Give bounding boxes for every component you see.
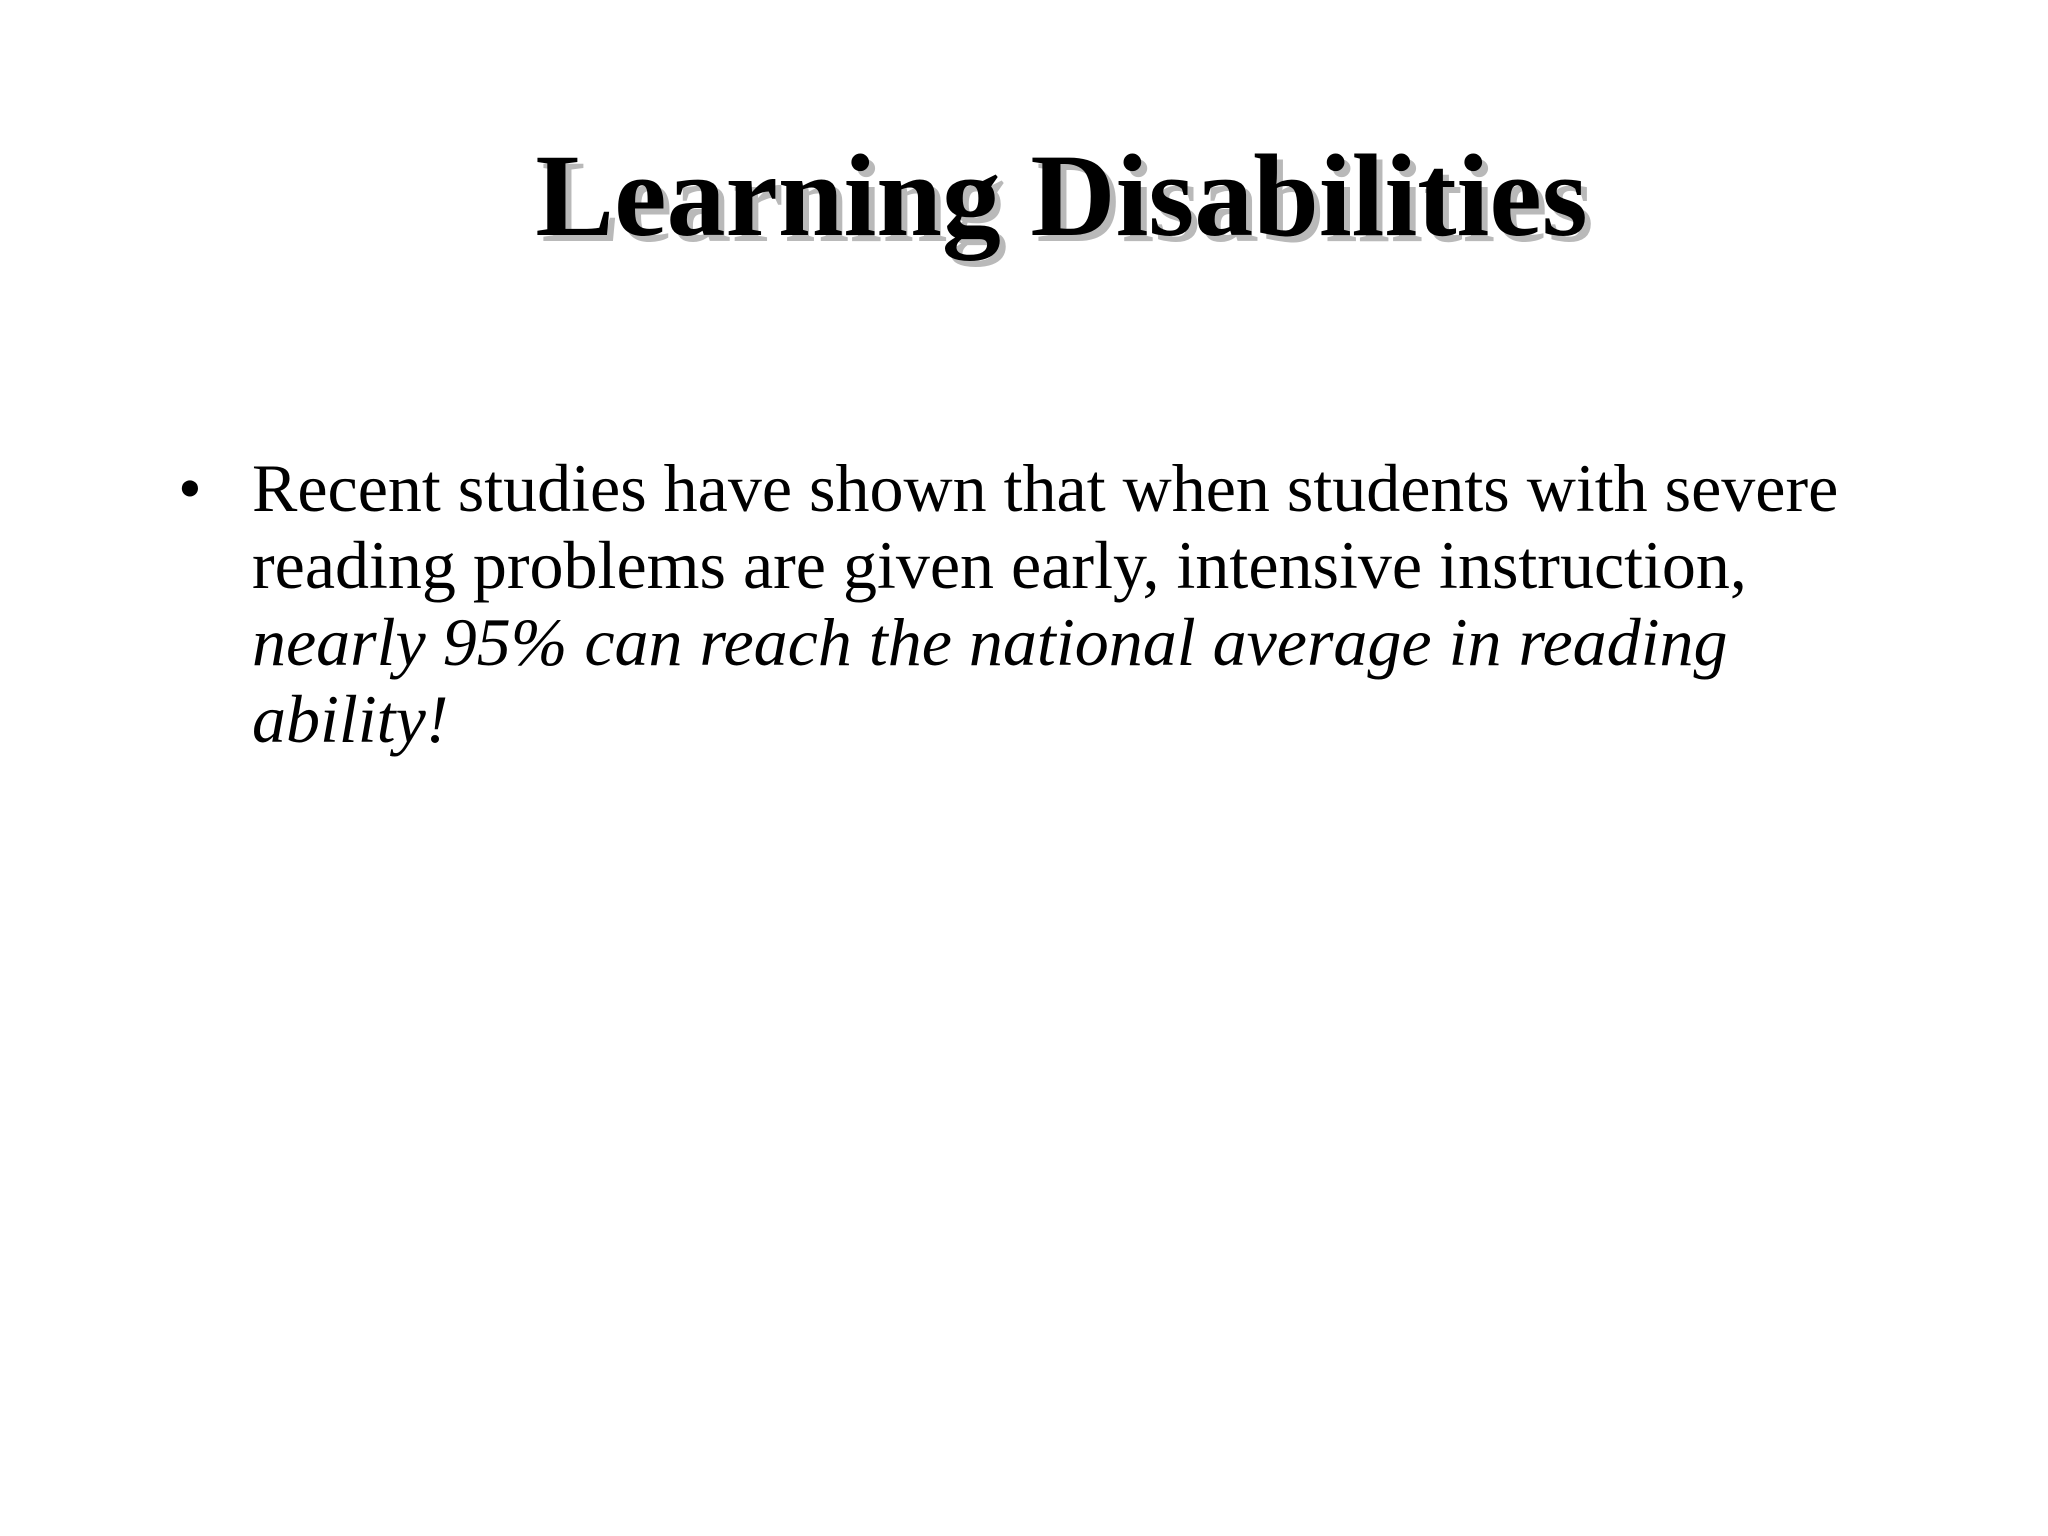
slide-title: Learning Disabilities <box>535 130 1588 261</box>
bullet-text <box>252 450 1922 758</box>
bullet-text-italic: nearly 95% can reach the national average in reading ability! <box>252 604 1728 757</box>
bullet-text-regular: Recent studies have shown that when students with severe reading problems are given early, intensive instruction, <box>252 450 1839 603</box>
bullet-dot-icon: • <box>178 450 202 526</box>
